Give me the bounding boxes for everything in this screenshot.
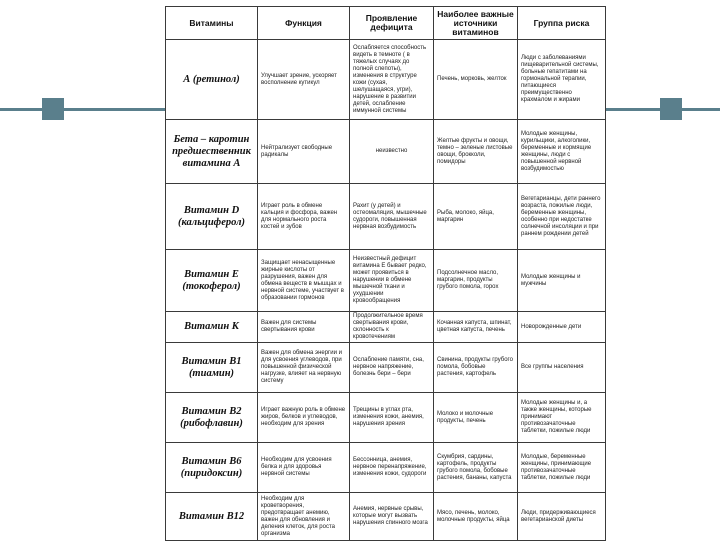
risk-group-cell: Молодые женщины и, а также женщины, которые принимают противозачаточные таблетки, пожилые люди (518, 393, 606, 443)
sources-cell: Мясо, печень, молоко, молочные продукты, яйца (434, 493, 518, 541)
deficiency-cell: Неизвестный дефицит витамина Е бывает редко, может проявиться в нарушении в обмене мышечной ткани и ухудшении кровообращения (350, 250, 434, 312)
table-row (166, 120, 606, 184)
table-row (166, 493, 606, 541)
vitamin-name: Витамин B1 (тиамин) (166, 343, 258, 393)
sources-cell: Скумбрия, сардины, картофель, продукты грубого помола, бобовые растения, бананы, капуста (434, 443, 518, 493)
table-header-row (166, 7, 606, 40)
vitamin-name: Витамин B6 (пиридоксин) (166, 443, 258, 493)
deficiency-cell: Анемия, нервные срывы, которые могут вызвать нарушения спинного мозга (350, 493, 434, 541)
header-deficiency: Проявление дефицита (350, 7, 434, 40)
function-cell: Нейтрализует свободные радикалы (258, 120, 350, 184)
sources-cell: Молоко и молочные продукты, печень (434, 393, 518, 443)
vitamin-name: А (ретинол) (166, 40, 258, 120)
table-row (166, 393, 606, 443)
function-cell: Играет важную роль в обмене жиров, белков и углеводов, необходим для зрения (258, 393, 350, 443)
decorative-square-left (42, 98, 64, 120)
decorative-square-right (660, 98, 682, 120)
table-row (166, 250, 606, 312)
vitamin-name: Витамин B12 (166, 493, 258, 541)
vitamin-table (165, 6, 606, 541)
risk-group-cell: Молодые женщины и мужчины (518, 250, 606, 312)
header-risk-group: Группа риска (518, 7, 606, 40)
table-row (166, 40, 606, 120)
deficiency-cell: Ослабление памяти, сна, нервное напряжение, болезнь бери – бери (350, 343, 434, 393)
function-cell: Защищает ненасыщенные жирные кислоты от разрушения, важен для обмена веществ в мышцах и нервной системе, участвует в образовании гормонов (258, 250, 350, 312)
risk-group-cell: Люди с заболеваниями пищеварительной системы, больные гепатитами на гормональной терапии, питающиеся преимущественно крахмалом и жирами (518, 40, 606, 120)
function-cell: Необходим для усвоения белка и для здоровья нервной системы (258, 443, 350, 493)
function-cell: Важен для обмена энергии и для усвоения углеводов, при повышенной физической нагрузке, влияет на нервную систему (258, 343, 350, 393)
risk-group-cell: Люди, придерживающиеся вегетарианской диеты (518, 493, 606, 541)
header-vitamin: Витамины (166, 7, 258, 40)
vitamin-name: Витамин К (166, 312, 258, 343)
vitamin-name: Витамин D (кальциферол) (166, 184, 258, 250)
vitamin-name: Витамин B2 (рибофлавин) (166, 393, 258, 443)
function-cell: Важен для системы свертывания крови (258, 312, 350, 343)
deficiency-cell: Трещины в углах рта, изменения кожи, анемия, нарушения зрения (350, 393, 434, 443)
risk-group-cell: Молодые, беременные женщины, принимающие противозачаточные таблетки, пожилые люди (518, 443, 606, 493)
sources-cell: Рыба, молоко, яйца, маргарин (434, 184, 518, 250)
sources-cell: Печень, морковь, желток (434, 40, 518, 120)
sources-cell: Подсолнечное масло, маргарин, продукты грубого помола, горох (434, 250, 518, 312)
function-cell: Играет роль в обмене кальция и фосфора, важен для нормального роста костей и зубов (258, 184, 350, 250)
deficiency-cell: неизвестно (350, 120, 434, 184)
header-sources: Наиболее важные источники витаминов (434, 7, 518, 40)
deficiency-cell: Продолжительное время свертывания крови, склонность к кровотечениям (350, 312, 434, 343)
table-row (166, 443, 606, 493)
deficiency-cell: Бессонница, анемия, нервное перенапряжение, изменения кожи, судороги (350, 443, 434, 493)
function-cell: Улучшает зрение, ускоряет восполнение кутикул (258, 40, 350, 120)
header-function: Функция (258, 7, 350, 40)
risk-group-cell: Все группы населения (518, 343, 606, 393)
function-cell: Необходим для кроветворения, предотвращает анемию, важен для обновления и деления клеток, для роста организма (258, 493, 350, 541)
sources-cell: Свинина, продукты грубого помола, бобовые растения, картофель (434, 343, 518, 393)
risk-group-cell: Вегетарианцы, дети раннего возраста, пожилые люди, беременные женщины, особенно при недостатке солнечной инсоляции и при раннем рождении детей (518, 184, 606, 250)
sources-cell: Желтые фрукты и овощи, темно – зеленые листовые овощи, брокколи, помидоры (434, 120, 518, 184)
table-row (166, 184, 606, 250)
vitamin-name: Витамин Е (токоферол) (166, 250, 258, 312)
risk-group-cell: Молодые женщины, курильщики, алкоголики, беременные и кормящие женщины, люди с повышенной нервной возбудимостью (518, 120, 606, 184)
risk-group-cell: Новорожденные дети (518, 312, 606, 343)
table-row (166, 343, 606, 393)
vitamin-name: Бета – каротин предшественник витамина А (166, 120, 258, 184)
vitamin-table-sheet (165, 6, 605, 540)
deficiency-cell: Рахит (у детей) и остеомаляция, мышечные судороги, повышенная нервная возбудимость (350, 184, 434, 250)
deficiency-cell: Ослабляется способность видеть в темноте ( в тяжелых случаях до полной слепоты), изменения в структуре кожи (сухая, шелушащаяся, угри), нарушение в развитии детей, ослабление иммунной системы (350, 40, 434, 120)
sources-cell: Кочанная капуста, шпинат, цветная капуста, печень (434, 312, 518, 343)
table-row (166, 312, 606, 343)
